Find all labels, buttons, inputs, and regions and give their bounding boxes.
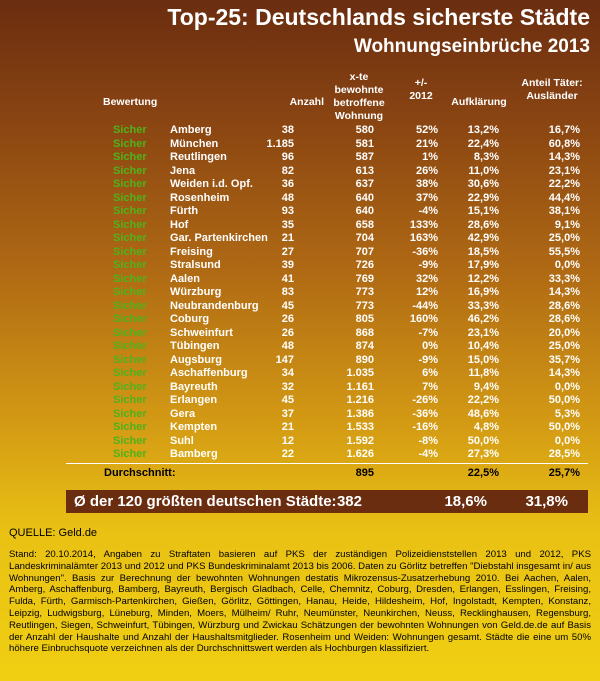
table-row	[0, 381, 600, 395]
city-cell: Bayreuth	[170, 380, 218, 393]
rank-cell: 1.533	[346, 421, 374, 433]
rank-cell: 637	[355, 178, 374, 190]
city-cell: Augsburg	[170, 353, 222, 366]
foreign-share-cell: 44,4%	[548, 191, 580, 204]
page-subtitle: Wohnungseinbrüche 2013	[353, 36, 590, 57]
rating-cell: Sicher	[113, 178, 147, 190]
city-cell: Bamberg	[170, 448, 218, 460]
delta-cell: -36%	[412, 407, 438, 420]
page-title: Top-25: Deutschlands sicherste Städte	[167, 4, 590, 30]
delta-cell: -36%	[412, 245, 438, 258]
rank-cell: 1.626	[346, 448, 374, 460]
rating-cell: Sicher	[113, 205, 147, 217]
delta-cell: 0%	[422, 340, 438, 352]
rating-cell: Sicher	[113, 448, 147, 460]
rank-cell: 1.592	[346, 434, 374, 447]
count-cell: 36	[281, 178, 294, 190]
city-cell: Würzburg	[170, 286, 222, 298]
delta-cell: 163%	[409, 232, 438, 244]
header-foreign-share: Anteil Täter: Ausländer	[521, 77, 583, 102]
count-cell: 38	[281, 124, 294, 136]
foreign-share-cell: 60,8%	[548, 137, 580, 150]
city-cell: Suhl	[170, 434, 194, 447]
city-cell: Schweinfurt	[170, 326, 233, 339]
count-cell: 48	[281, 340, 294, 352]
rank-cell: 773	[355, 286, 374, 298]
clearance-cell: 46,2%	[467, 313, 499, 325]
city-cell: Rosenheim	[170, 191, 230, 204]
city-cell: Erlangen	[170, 394, 218, 406]
foreign-share-cell: 35,7%	[548, 353, 580, 366]
city-cell: Neubrandenburg	[170, 299, 259, 312]
table-row	[0, 192, 600, 206]
city-table	[0, 124, 600, 462]
table-row	[0, 367, 600, 381]
delta-cell: 160%	[409, 313, 438, 325]
count-cell: 35	[281, 218, 294, 231]
foreign-share-cell: 5,3%	[554, 407, 580, 420]
count-cell: 93	[281, 205, 294, 217]
clearance-cell: 48,6%	[467, 407, 499, 420]
foreign-share-cell: 33,3%	[548, 272, 580, 285]
rating-cell: Sicher	[113, 326, 147, 339]
rank-cell: 1.035	[346, 367, 374, 379]
rank-cell: 890	[355, 353, 374, 366]
rating-cell: Sicher	[113, 259, 147, 271]
rating-cell: Sicher	[113, 164, 147, 177]
clearance-cell: 8,3%	[473, 151, 499, 163]
average-label: Durchschnitt:	[104, 467, 176, 479]
count-cell: 27	[281, 245, 294, 258]
delta-cell: -16%	[412, 421, 438, 433]
table-row	[0, 354, 600, 368]
rank-cell: 704	[355, 232, 374, 244]
rank-cell: 1.386	[346, 407, 374, 420]
rank-cell: 707	[355, 245, 374, 258]
rating-cell: Sicher	[113, 232, 147, 244]
foreign-share-cell: 23,1%	[548, 164, 580, 177]
rating-cell: Sicher	[113, 407, 147, 420]
count-cell: 22	[281, 448, 294, 460]
count-cell: 26	[281, 313, 294, 325]
table-row	[0, 232, 600, 246]
foreign-share-cell: 25,0%	[548, 340, 580, 352]
clearance-cell: 42,9%	[467, 232, 499, 244]
foreign-share-cell: 28,5%	[548, 448, 580, 460]
clearance-cell: 11,0%	[468, 164, 499, 177]
count-cell: 82	[281, 164, 294, 177]
table-row	[0, 286, 600, 300]
count-cell: 147	[275, 353, 294, 366]
rank-cell: 640	[355, 191, 374, 204]
delta-cell: 133%	[409, 218, 438, 231]
delta-cell: -8%	[418, 434, 438, 447]
table-row	[0, 421, 600, 435]
rating-cell: Sicher	[113, 245, 147, 258]
count-cell: 12	[281, 434, 294, 447]
foreign-share-cell: 38,1%	[548, 205, 580, 217]
delta-cell: 21%	[415, 137, 438, 150]
table-row	[0, 273, 600, 287]
count-cell: 48	[281, 191, 294, 204]
city-cell: Tübingen	[170, 340, 220, 352]
delta-cell: -44%	[412, 299, 438, 312]
city-cell: Weiden i.d. Opf.	[170, 178, 253, 190]
count-cell: 32	[281, 380, 294, 393]
rank-cell: 1.216	[346, 394, 374, 406]
foreign-share-cell: 55,5%	[548, 245, 580, 258]
city-cell: Gera	[170, 407, 196, 420]
rank-cell: 581	[355, 137, 374, 150]
average-foreign-share: 25,7%	[548, 467, 580, 479]
city-cell: Freising	[170, 245, 213, 258]
delta-cell: -9%	[418, 353, 438, 366]
rank-cell: 769	[355, 272, 374, 285]
rating-cell: Sicher	[113, 313, 147, 325]
delta-cell: 32%	[415, 272, 438, 285]
rating-cell: Sicher	[113, 191, 147, 204]
table-row	[0, 300, 600, 314]
rating-cell: Sicher	[113, 272, 147, 285]
rating-cell: Sicher	[113, 137, 147, 150]
city-cell: Aalen	[170, 272, 200, 285]
rank-cell: 580	[355, 124, 374, 136]
delta-cell: 1%	[422, 151, 438, 163]
foreign-share-cell: 14,3%	[548, 286, 580, 298]
clearance-cell: 22,9%	[467, 191, 499, 204]
table-row	[0, 327, 600, 341]
rank-cell: 805	[355, 313, 374, 325]
header-delta: +/- 2012	[409, 77, 433, 102]
count-cell: 83	[281, 286, 294, 298]
table-row	[0, 313, 600, 327]
clearance-cell: 15,1%	[467, 205, 499, 217]
count-cell: 96	[281, 151, 294, 163]
foreign-share-cell: 28,6%	[548, 299, 580, 312]
rating-cell: Sicher	[113, 340, 147, 352]
clearance-cell: 16,9%	[467, 286, 499, 298]
rank-cell: 587	[355, 151, 374, 163]
city-cell: Reutlingen	[170, 151, 227, 163]
footnote-text: Stand: 20.10.2014, Angaben zu Straftaten basieren auf PKS der zuständigen Polizeidienststellen 2013 und 2012, PKS Landeskriminalämter 2013 und 2012 und PKS Bundeskriminalamt 2013 bis 2006. Daten zu Görlitz betreffen "Diebstahl insgesamt in/ aus Wohnungen". Basis zur Berechnung der bewohnten Wohnungen destatis Mikrozensus-Zusatzerhebung 2010. Bei Aachen, Aalen, Amberg, Aschaffenburg, Bamberg, Bayreuth, Bergisch Gladbach, Celle, Chemnitz, Coburg, Dresden, Erlangen, Esslingen, Freising, Fulda, Fürth, Garmisch-Partenkirchen, Gießen, Görlitz, Göttingen, Hanau, Heide, Hildesheim, Hof, Ingolstadt, Kempten, Konstanz, Leipzig, Ludwigsburg, Lüneburg, Minden, Moers, Mülheim/ Ruhr, Neumünster, Neunkirchen, Neuss, Recklinghausen, Regensburg, Reutlingen, Siegen, Schweinfurt, Tübingen, Würzburg und Zwickau Schätzungen der bewohnten Wohnungen von Geld.de.de auf Basis der Anzahl der Haushalte und Anzahl der Haushaltsmitglieder. Rosenheim und Weiden: Wohnungen gesamt. Städte die eine um 50% höhere Einbruchsquote verzeichnen als der Durchschnittswert werden als Hochburgen klassifiziert.	[9, 549, 591, 655]
foreign-share-cell: 50,0%	[548, 394, 580, 406]
national-average-bar	[66, 490, 588, 513]
rank-cell: 658	[355, 218, 374, 231]
rank-cell: 726	[355, 259, 374, 271]
foreign-share-cell: 28,6%	[548, 313, 580, 325]
delta-cell: 26%	[415, 164, 438, 177]
city-cell: Hof	[170, 218, 189, 231]
foreign-share-cell: 9,1%	[554, 218, 580, 231]
table-row	[0, 205, 600, 219]
city-cell: Aschaffenburg	[170, 367, 248, 379]
table-row	[0, 448, 600, 462]
delta-cell: -4%	[418, 205, 438, 217]
header-rank: x-te bewohnte betroffene Wohnung	[333, 71, 385, 122]
header-count: Anzahl	[289, 96, 324, 108]
city-cell: Fürth	[170, 205, 199, 217]
rating-cell: Sicher	[113, 353, 147, 366]
count-cell: 21	[281, 232, 294, 244]
rating-cell: Sicher	[113, 124, 147, 136]
foreign-share-cell: 0,0%	[554, 380, 580, 393]
clearance-cell: 10,4%	[467, 340, 499, 352]
clearance-cell: 4,8%	[473, 421, 499, 433]
rank-cell: 868	[355, 326, 374, 339]
rank-cell: 874	[355, 340, 374, 352]
foreign-share-cell: 0,0%	[554, 259, 580, 271]
source-line: QUELLE: Geld.de	[9, 527, 98, 539]
table-row	[0, 219, 600, 233]
rank-cell: 1.161	[346, 380, 374, 393]
clearance-cell: 17,9%	[467, 259, 499, 271]
table-row	[0, 138, 600, 152]
clearance-cell: 30,6%	[467, 178, 499, 190]
rank-cell: 640	[355, 205, 374, 217]
clearance-cell: 12,2%	[467, 272, 499, 285]
rating-cell: Sicher	[113, 286, 147, 298]
delta-cell: -26%	[412, 394, 438, 406]
table-row	[0, 340, 600, 354]
rating-cell: Sicher	[113, 394, 147, 406]
delta-cell: 38%	[415, 178, 438, 190]
foreign-share-cell: 20,0%	[548, 326, 580, 339]
average-clearance: 22,5%	[467, 467, 499, 479]
table-row	[0, 178, 600, 192]
rating-cell: Sicher	[113, 151, 147, 163]
count-cell: 1.185	[266, 137, 294, 150]
rating-cell: Sicher	[113, 421, 147, 433]
clearance-cell: 23,1%	[467, 326, 499, 339]
table-row	[0, 259, 600, 273]
city-cell: Kempten	[170, 421, 218, 433]
table-row	[0, 246, 600, 260]
rank-cell: 773	[355, 299, 374, 312]
header-clearance: Aufklärung	[451, 96, 507, 108]
count-cell: 37	[281, 407, 294, 420]
table-row	[0, 124, 600, 138]
rating-cell: Sicher	[113, 299, 147, 312]
foreign-share-cell: 22,2%	[548, 178, 580, 190]
national-rank: 382	[336, 493, 362, 510]
foreign-share-cell: 14,3%	[548, 151, 580, 163]
count-cell: 45	[281, 394, 294, 406]
foreign-share-cell: 14,3%	[548, 367, 580, 379]
delta-cell: -4%	[418, 448, 438, 460]
average-row	[0, 467, 600, 481]
foreign-share-cell: 16,7%	[548, 124, 580, 136]
rank-cell: 613	[355, 164, 374, 177]
clearance-cell: 50,0%	[467, 434, 499, 447]
city-cell: Coburg	[170, 313, 210, 325]
count-cell: 41	[281, 272, 294, 285]
average-rank: 895	[355, 467, 374, 479]
delta-cell: 12%	[415, 286, 438, 298]
rating-cell: Sicher	[113, 380, 147, 393]
clearance-cell: 11,8%	[468, 367, 499, 379]
table-row	[0, 408, 600, 422]
clearance-cell: 27,3%	[467, 448, 499, 460]
delta-cell: 52%	[415, 124, 438, 136]
clearance-cell: 22,2%	[467, 394, 499, 406]
city-cell: Jena	[170, 164, 196, 177]
table-divider	[66, 463, 588, 464]
table-row	[0, 151, 600, 165]
city-cell: Amberg	[170, 124, 212, 136]
delta-cell: 6%	[422, 367, 438, 379]
clearance-cell: 18,5%	[467, 245, 499, 258]
delta-cell: 7%	[422, 380, 438, 393]
national-clearance: 18,6%	[444, 493, 487, 510]
table-row	[0, 165, 600, 179]
rating-cell: Sicher	[113, 218, 147, 231]
count-cell: 39	[281, 259, 294, 271]
city-cell: Stralsund	[170, 259, 221, 271]
header-rating: Bewertung	[103, 96, 158, 108]
count-cell: 26	[281, 326, 294, 339]
table-row	[0, 394, 600, 408]
national-foreign-share: 31,8%	[525, 493, 568, 510]
rating-cell: Sicher	[113, 367, 147, 379]
foreign-share-cell: 25,0%	[548, 232, 580, 244]
national-label: Ø der 120 größten deutschen Städte:	[74, 493, 337, 510]
clearance-cell: 15,0%	[467, 353, 499, 366]
count-cell: 21	[281, 421, 294, 433]
foreign-share-cell: 0,0%	[554, 434, 580, 447]
city-cell: Gar. Partenkirchen	[170, 232, 268, 244]
count-cell: 34	[281, 367, 294, 379]
count-cell: 45	[281, 299, 294, 312]
clearance-cell: 22,4%	[467, 137, 499, 150]
table-row	[0, 435, 600, 449]
delta-cell: -9%	[418, 259, 438, 271]
clearance-cell: 33,3%	[467, 299, 499, 312]
city-cell: München	[170, 137, 219, 150]
foreign-share-cell: 50,0%	[548, 421, 580, 433]
clearance-cell: 28,6%	[467, 218, 499, 231]
clearance-cell: 9,4%	[473, 380, 499, 393]
delta-cell: -7%	[418, 326, 438, 339]
rating-cell: Sicher	[113, 434, 147, 447]
delta-cell: 37%	[415, 191, 438, 204]
clearance-cell: 13,2%	[467, 124, 499, 136]
